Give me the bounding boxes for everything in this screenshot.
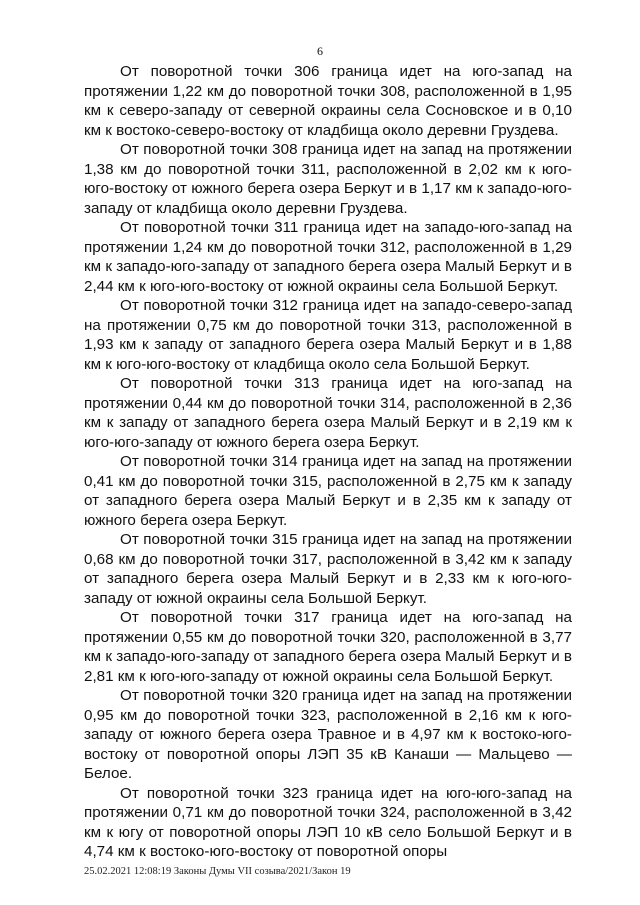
paragraph-point-306: От поворотной точки 306 граница идет на юго-запад на протяжении 1,22 км до поворотной точки 308, расположенной в 1,95 км к северо-западу от северной окраины села Сосновское и в 0,10 км к востоко-северо-востоку от кладбища около деревни Груздева. xyxy=(84,63,572,139)
paragraph-point-314: От поворотной точки 314 граница идет на запад на протяжении 0,41 км до поворотной точки 315, расположенной в 2,75 км к западу от западного берега озера Малый Беркут и в 2,35 км к западу от южного берега озера Беркут. xyxy=(84,453,572,529)
paragraph-point-311: От поворотной точки 311 граница идет на западо-юго-запад на протяжении 1,24 км до поворотной точки 312, расположенной в 1,29 км к западо-юго-западу от западного берега озера Малый Беркут и в 2,44 км к юго-юго-востоку от южной окраины села Большой Беркут. xyxy=(84,219,572,295)
paragraph-point-308: От поворотной точки 308 граница идет на запад на протяжении 1,38 км до поворотной точки 311, расположенной в 2,02 км к юго-юго-востоку от южного берега озера Беркут и в 1,17 км к западо-юго-западу от кладбища около деревни Груздева. xyxy=(84,141,572,217)
document-body xyxy=(84,62,572,862)
paragraph-point-323: От поворотной точки 323 граница идет на юго-юго-запад на протяжении 0,71 км до поворотной точки 324, расположенной в 3,42 км к югу от поворотной опоры ЛЭП 10 кВ село Большой Беркут и в 4,74 км к востоко-юго-востоку от поворотной опоры xyxy=(84,784,572,860)
document-footer: 25.02.2021 12:08:19 Законы Думы VII созыва/2021/Закон 19 xyxy=(84,866,351,877)
paragraph-point-312: От поворотной точки 312 граница идет на западо-северо-запад на протяжении 0,75 км до поворотной точки 313, расположенной в 1,93 км к западу от западного берега озера Малый Беркут и в 1,88 км к юго-юго-востоку от кладбища около села Большой Беркут. xyxy=(84,297,572,373)
page-number: 6 xyxy=(317,44,323,58)
paragraph-point-320: От поворотной точки 320 граница идет на запад на протяжении 0,95 км до поворотной точки 323, расположенной в 2,16 км к юго-западу от южного берега озера Травное и в 4,97 км к востоко-юго-востоку от поворотной опоры ЛЭП 35 кВ Канаши — Мальцево — Белое. xyxy=(84,687,572,782)
paragraph-point-317: От поворотной точки 317 граница идет на юго-запад на протяжении 0,55 км до поворотной точки 320, расположенной в 3,77 км к западо-юго-западу от западного берега озера Малый Беркут и в 2,81 км к юго-юго-западу от южной окраины села Большой Беркут. xyxy=(84,609,572,685)
paragraph-point-313: От поворотной точки 313 граница идет на юго-запад на протяжении 0,44 км до поворотной точки 314, расположенной в 2,36 км к западу от западного берега озера Малый Беркут и в 2,19 км к юго-юго-западу от южного берега озера Беркут. xyxy=(84,375,572,451)
paragraph-point-315: От поворотной точки 315 граница идет на запад на протяжении 0,68 км до поворотной точки 317, расположенной в 3,42 км к западу от западного берега озера Малый Беркут и в 2,33 км к юго-юго-западу от южной окраины села Большой Беркут. xyxy=(84,531,572,607)
